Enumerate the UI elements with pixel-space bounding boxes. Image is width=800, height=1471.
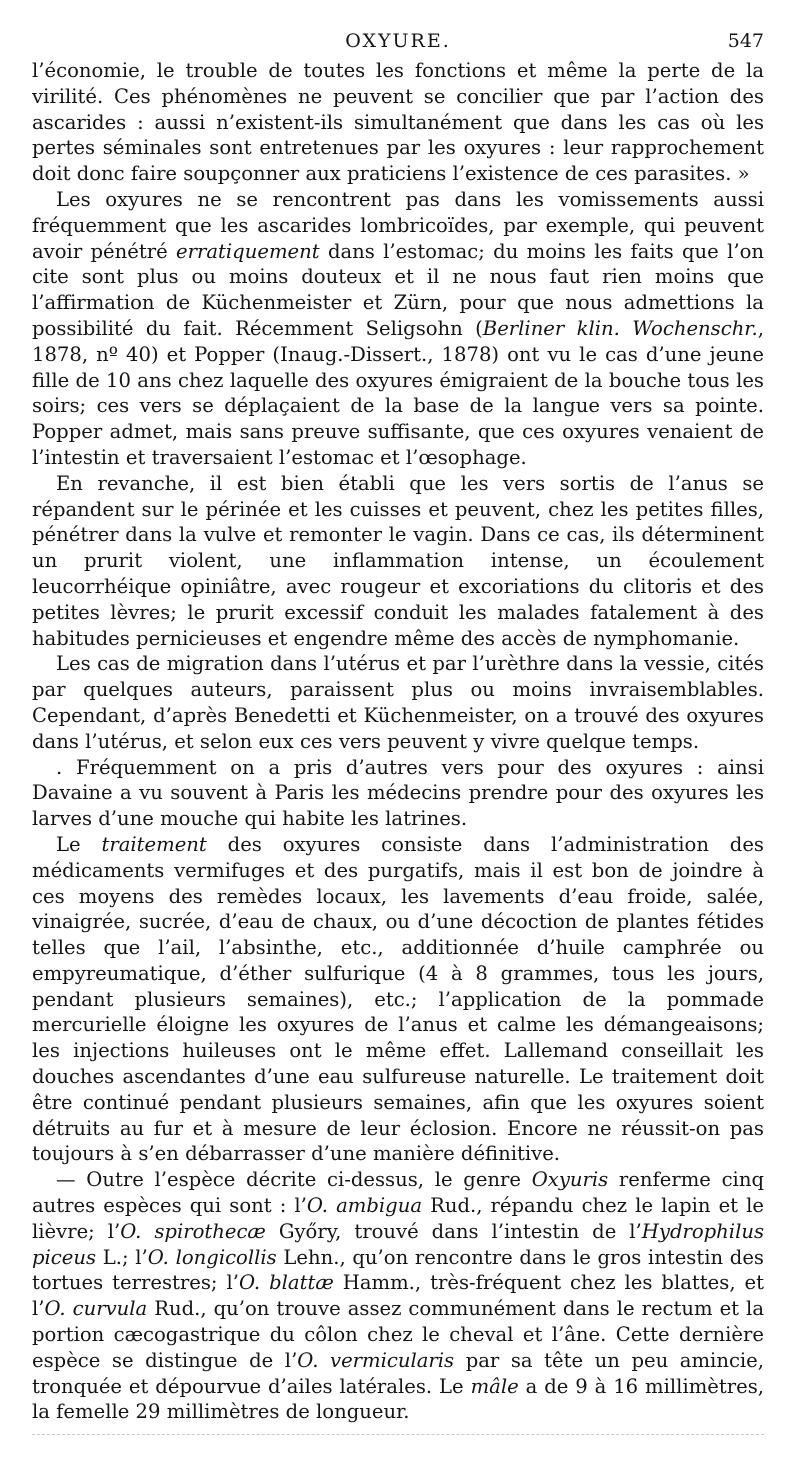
italic-run: traitement: [101, 832, 207, 856]
text-run: Hamm., très-fréquent chez les blattes, et l’: [32, 1271, 765, 1321]
text-run: En revanche, il est bien établi que les vers sortis de l’anus se répandent sur le périnée et les cuisses et peuvent, chez les petites filles, pénétrer dans la vulve et remonter le vagin. Dans ce cas, ils déterminent un prurit violent, une inflammation intense, un écoulement leucorrhéique opiniâtre, avec rougeur et excoriations du clitoris et des petites lèvres; le prurit excessif conduit les malades fatalement à des habitudes pernicieuses et engendre même des accès de nymphomanie.: [32, 471, 764, 650]
italic-run: O. curvula: [44, 1297, 148, 1321]
paragraph-7: [32, 1167, 764, 1425]
italic-run: O. blattæ: [238, 1271, 334, 1295]
text-run: Les cas de migration dans l’utérus et par l’urèthre dans la vessie, cités par quelques auteurs, paraissent plus ou moins invraisemblables. Cependant, d’après Benedetti et Küchenmeister, on a trouvé des oxyures dans l’utérus, et selon eux ces vers peuvent y vivre quelque temps.: [32, 652, 764, 753]
text-run: Rud., répandu chez le lapin et le lièvre; l’: [32, 1194, 764, 1243]
paragraph-6: [32, 832, 764, 1167]
italic-run: O. longicollis: [147, 1245, 277, 1269]
text-run: L.; l’: [96, 1245, 148, 1269]
text-run: Rud., qu’on trouve assez communément dans le rectum et la portion cæcogastrique du côlon chez le cheval et l’âne. Cette dernière espèce se distingue de l’: [32, 1297, 764, 1372]
text-run: renferme cinq autres espèces qui sont : l’: [32, 1168, 764, 1218]
text-run: l’économie, le trouble de toutes les fonctions et même la perte de la virilité. Ces phénomènes ne peuvent se concilier que par l’action des ascarides : aussi n’existent-ils simultanément que dans les cas où les pertes séminales sont entretenues par les oxyures : leur rapprochement doit donc faire soupçonner aux praticiens l’existence de ces parasites. »: [32, 59, 764, 186]
paragraph-3: [32, 471, 764, 652]
text-run: — Outre l’espèce décrite ci-dessus, le genre: [56, 1168, 532, 1192]
italic-run: Berliner klin. Wochenschr.: [482, 316, 758, 340]
text-run: , 1878, nº 40) et Popper (Inaug.-Dissert., 1878) ont vu le cas d’une jeune fille de 10 ans chez laquelle des oxyures émigraient de la bouche tous les soirs; ces vers se déplaçaient de la base de la langue vers sa pointe. Popper admet, mais sans preuve suffisante, que ces oxyures venaient de l’intestin et traversaient l’estomac et l’œsophage.: [32, 316, 764, 469]
text-run: Lehn., qu’on rencontre dans le gros intestin des tortues terrestres; l’: [32, 1245, 764, 1295]
italic-run: mâle: [470, 1374, 519, 1398]
italic-run: erratiquement: [176, 239, 320, 263]
paragraph-2: [32, 187, 764, 471]
text-run: . Fréquemment on a pris d’autres vers pour des oxyures : ainsi Davaine a vu souvent à Paris les médecins prendre pour des oxyures les larves d’une mouche qui habite les latrines.: [32, 755, 764, 831]
text-run: dans l’estomac; du moins les faits que l’on cite sont plus ou moins douteux et il ne nous faut rien moins que l’affirmation de Küchenmeister et Zürn, pour que nous admettions la possibilité du fait. Récemment Seligsohn (: [32, 239, 764, 340]
paragraph-5: [32, 755, 764, 832]
paragraph-4: [32, 651, 764, 754]
paragraph-1: [32, 58, 764, 187]
text-run: Győry, trouvé dans l’intestin de l’: [265, 1219, 642, 1243]
italic-run: Oxyuris: [531, 1168, 609, 1192]
page-number: 547: [727, 30, 764, 52]
running-title: OXYURE.: [345, 30, 451, 52]
page-header: [32, 28, 764, 58]
italic-run: O. spirothecæ: [120, 1219, 266, 1243]
italic-run: Hydrophilus piceus: [32, 1219, 765, 1269]
text-run: des oxyures consiste dans l’administration des médicaments vermifuges et des purgatifs, mais il est bon de joindre à ces moyens des remèdes locaux, les lavements d’eau froide, salée, vinaigrée, sucrée, d’eau de chaux, ou d’une décoction de plantes fétides telles que l’ail, l’absinthe, etc., additionnée d’huile camphrée ou empyreumatique, d’éther sulfurique (4 à 8 grammes, tous les jours, pendant plusieurs semaines), etc.; l’application de la pommade mercurielle éloigne les oxyures de l’anus et calme les démangeaisons; les injections huileuses ont le même effet. Lallemand conseillait les douches ascendantes d’une eau sulfureuse naturelle. Le traitement doit être continué pendant plusieurs semaines, afin que les oxyures soient détruits au fur et à mesure de leur éclosion. Encore ne réussit-on pas toujours à s’en débarrasser d’une manière définitive.: [32, 832, 764, 1166]
italic-run: O. vermicularis: [297, 1348, 455, 1372]
text-run: a de 9 à 16 millimètres, la femelle 29 millimètres de longueur.: [32, 1374, 764, 1424]
text-run: Le: [56, 832, 102, 856]
text-run: Les oxyures ne se rencontrent pas dans les vomissements aussi fréquemment que les ascarides lombricoïdes, par exemple, qui peuvent avoir pénétré: [32, 187, 764, 263]
text-run: par sa tête un peu amincie, tronquée et dépourvue d’ailes latérales. Le: [32, 1348, 765, 1398]
body-text: [32, 58, 764, 1425]
italic-run: O. ambigua: [306, 1194, 423, 1218]
footer-rule: [32, 1434, 764, 1435]
